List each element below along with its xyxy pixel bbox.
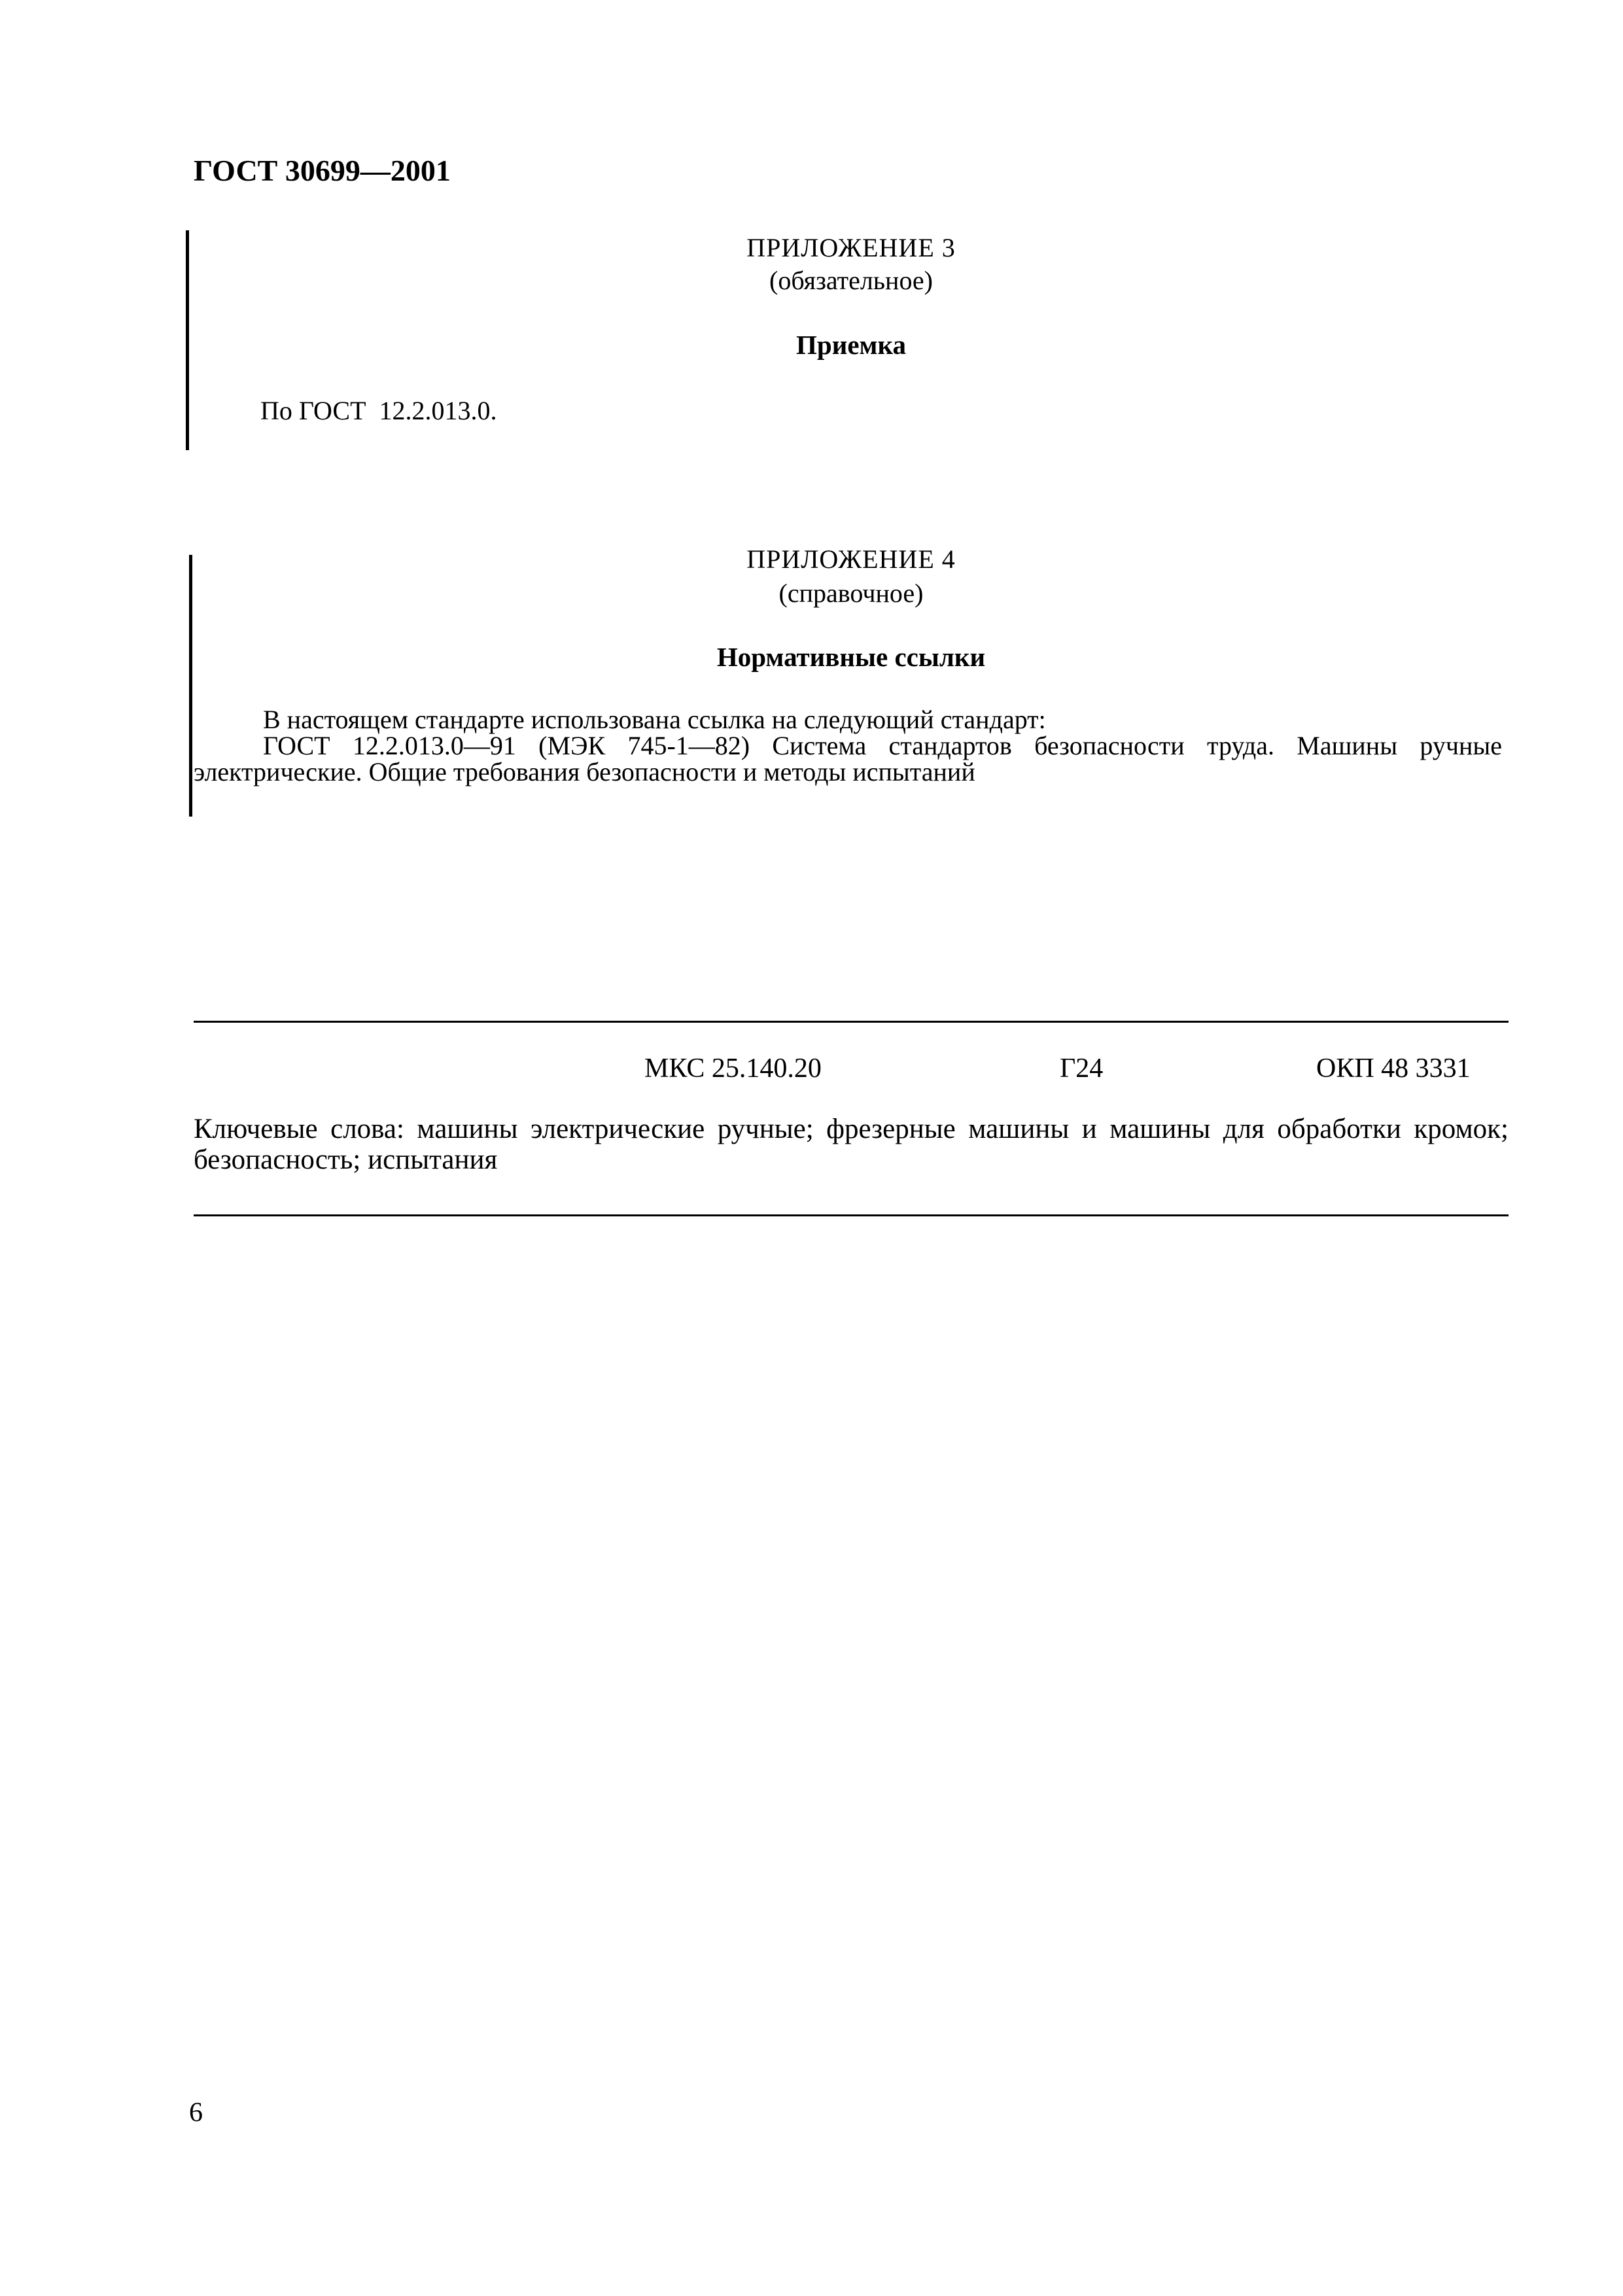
keywords [194, 1114, 1509, 1176]
keywords-text: Ключевые слова: машины электрические ручные; фрезерные машины и машины для обработки кромок; безопасность; испытания [194, 1114, 1509, 1176]
appendix-4-label: ПРИЛОЖЕНИЕ 4 [746, 544, 956, 574]
appendix-4-title: Нормативные ссылки [716, 642, 986, 672]
change-bar [186, 230, 189, 450]
references-intro: В настоящем стандарте использована ссылка на следующий стандарт: [263, 705, 1046, 734]
appendix-4-kind: (справочное) [778, 578, 924, 608]
change-bar [189, 555, 192, 817]
mks-code: МКС 25.140.20 [644, 1053, 822, 1084]
appendix-3-label: ПРИЛОЖЕНИЕ 3 [746, 233, 956, 262]
references-item: ГОСТ 12.2.013.0—91 (МЭК 745-1—82) Система стандартов безопасности труда. Машины ручные электрические. Общие требования безопасности и методы испытаний [194, 731, 1502, 786]
group-code: Г24 [1060, 1053, 1104, 1084]
document-header: ГОСТ 30699—2001 [194, 154, 451, 187]
appendix-3-title: Приемка [796, 330, 906, 360]
top-rule [194, 1021, 1509, 1023]
okp-code: ОКП 48 3331 [1316, 1053, 1471, 1084]
appendix-3-kind: (обязательное) [769, 266, 933, 295]
appendix-3-text: По ГОСТ 12.2.013.0. [260, 396, 497, 425]
page-number: 6 [189, 2098, 203, 2128]
bottom-rule [194, 1214, 1509, 1216]
references-block [194, 707, 1509, 785]
